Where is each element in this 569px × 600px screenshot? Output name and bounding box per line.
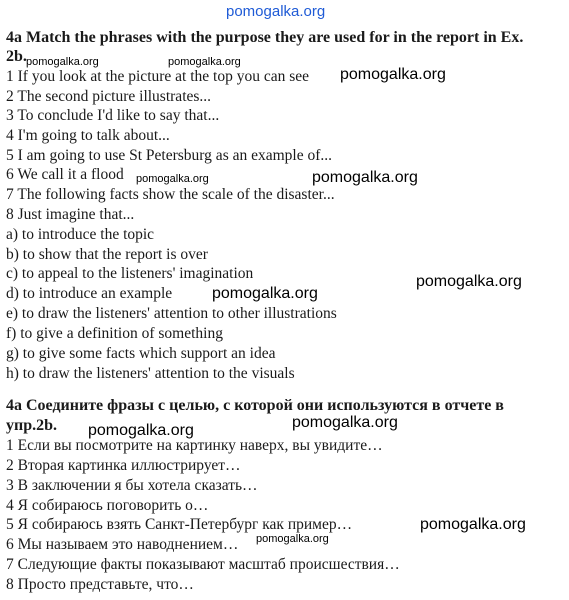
english-phrase: 1 If you look at the picture at the top you can see: [6, 68, 310, 85]
russian-phrase: 7 Следующие факты показывают масштаб происшествия…: [6, 556, 400, 573]
russian-phrase: 3 В заключении я бы хотела сказать…: [6, 477, 258, 494]
english-purpose: e) to draw the listeners' attention to other illustrations: [6, 305, 337, 322]
russian-phrase: 2 Вторая картинка иллюстрирует…: [6, 457, 241, 474]
english-phrase: 3 To conclude I'd like to say that...: [6, 107, 220, 124]
english-phrase: 8 Just imagine that...: [6, 206, 135, 223]
watermark: pomogalka.org: [26, 56, 99, 68]
watermark: pomogalka.org: [416, 273, 522, 290]
english-purpose: h) to draw the listeners' attention to the visuals: [6, 365, 295, 382]
russian-phrase: 8 Просто представьте, что…: [6, 576, 194, 593]
russian-heading-line-2: упр.2b.: [6, 417, 58, 434]
watermark-top: pomogalka.org: [226, 3, 326, 20]
watermark: pomogalka.org: [420, 516, 526, 533]
english-purpose: a) to introduce the topic: [6, 226, 155, 243]
russian-phrase: 6 Мы называем это наводнением…: [6, 536, 239, 553]
english-purpose: c) to appeal to the listeners' imagination: [6, 265, 254, 282]
english-phrase: 2 The second picture illustrates...: [6, 88, 212, 105]
english-phrase: 4 I'm going to talk about...: [6, 127, 170, 144]
english-purpose: d) to introduce an example: [6, 285, 173, 302]
russian-heading-line-1: 4a Соедините фразы с целью, с которой они используются в отчете в: [6, 397, 504, 414]
watermark: pomogalka.org: [168, 56, 241, 68]
watermark: pomogalka.org: [136, 173, 209, 185]
english-phrase: 5 I am going to use St Petersburg as an example of...: [6, 147, 333, 164]
english-heading-line-2: 2b.: [6, 48, 27, 65]
russian-phrase: 1 Если вы посмотрите на картинку наверх, вы увидите…: [6, 437, 383, 454]
watermark: pomogalka.org: [256, 533, 329, 545]
english-phrase: 6 We call it a flood: [6, 166, 124, 183]
english-phrase: 7 The following facts show the scale of the disaster...: [6, 186, 335, 203]
english-purpose: b) to show that the report is over: [6, 246, 208, 263]
watermark: pomogalka.org: [212, 285, 318, 302]
english-purpose: g) to give some facts which support an idea: [6, 345, 276, 362]
russian-phrase: 4 Я собираюсь поговорить о…: [6, 497, 209, 514]
russian-phrase: 5 Я собираюсь взять Санкт-Петербург как пример…: [6, 516, 353, 533]
english-heading-line-1: 4a Match the phrases with the purpose they are used for in the report in Ex.: [6, 29, 524, 46]
watermark: pomogalka.org: [312, 169, 418, 186]
watermark: pomogalka.org: [292, 414, 398, 431]
watermark: pomogalka.org: [340, 66, 446, 83]
watermark: pomogalka.org: [88, 422, 194, 439]
english-purpose: f) to give a definition of something: [6, 325, 223, 342]
